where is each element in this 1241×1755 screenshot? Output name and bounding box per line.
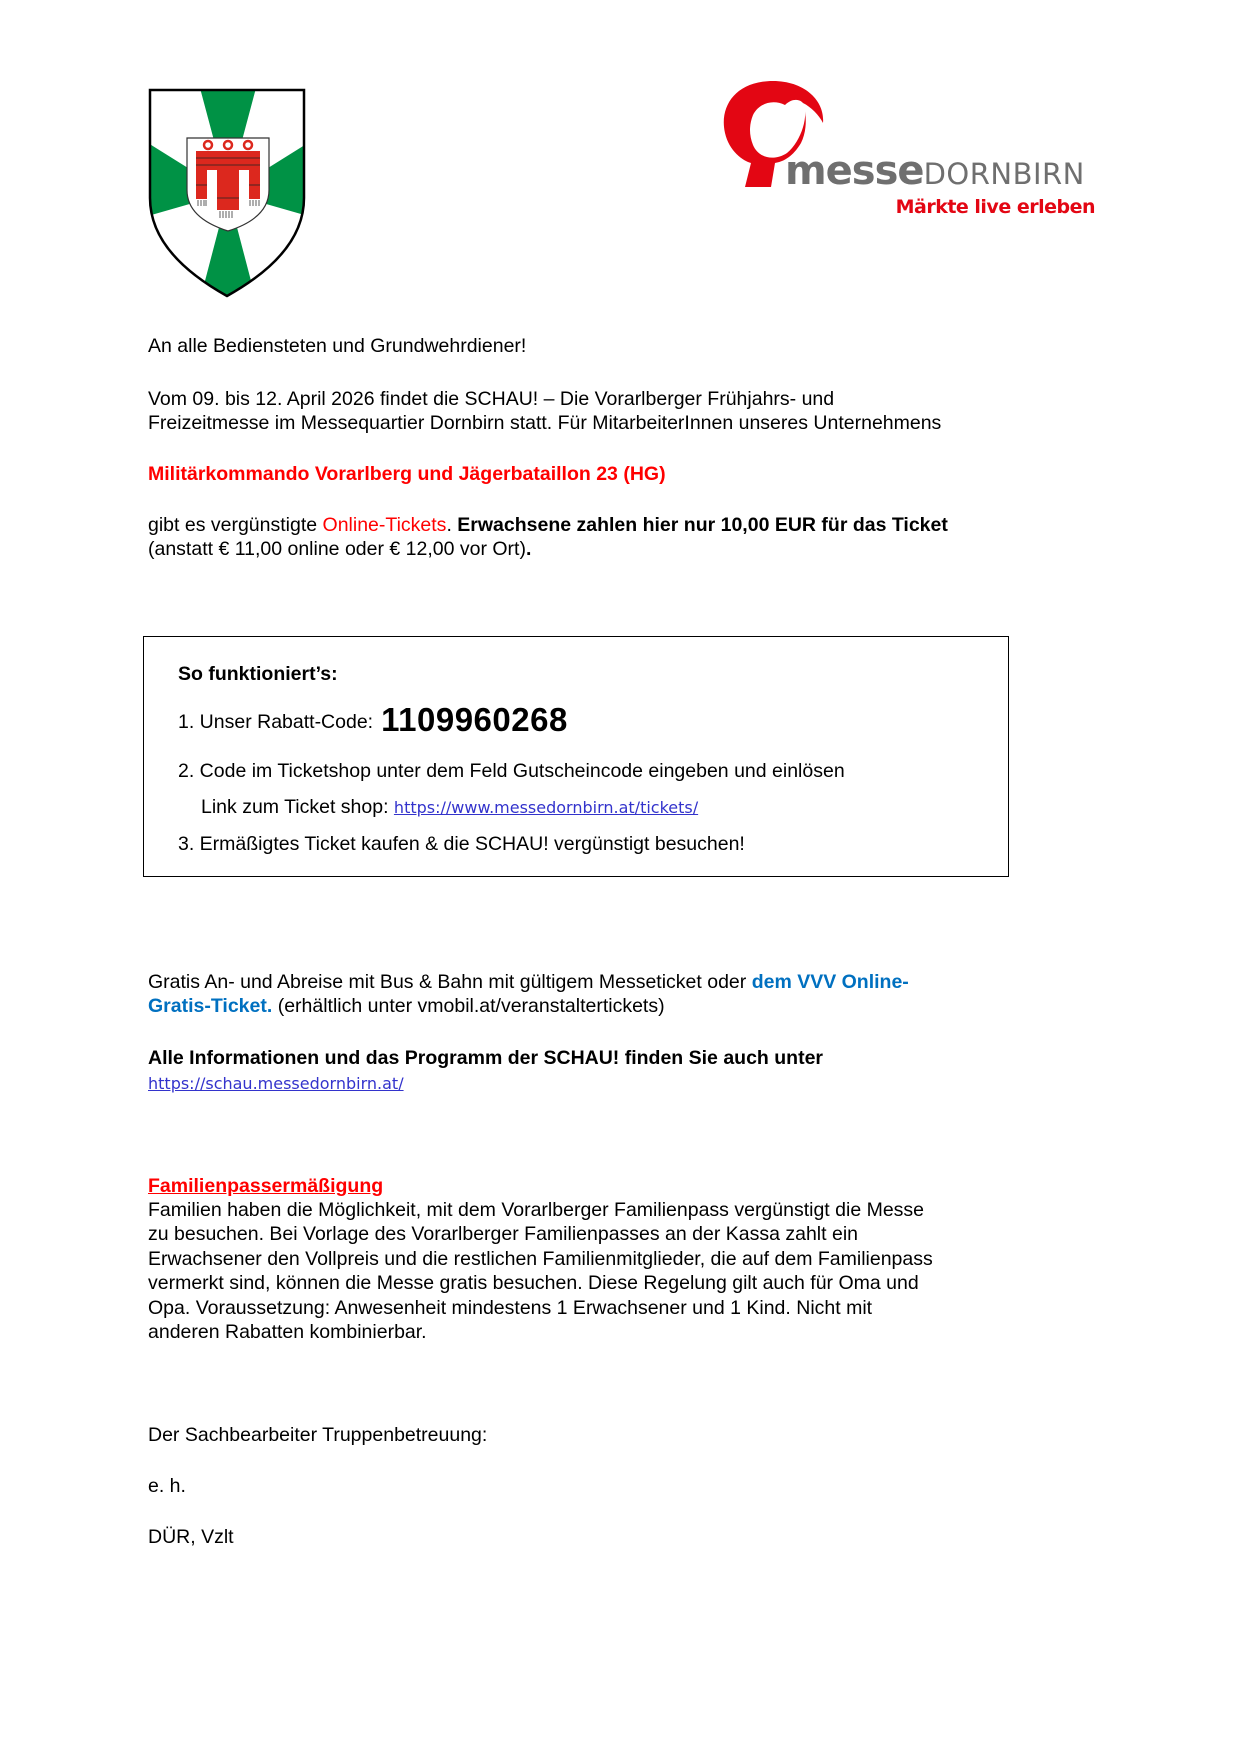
offer-prefix: gibt es vergünstigte — [148, 514, 323, 536]
howto-step-1 — [178, 701, 568, 738]
salutation: An alle Bediensteten und Grundwehrdiener! — [148, 335, 527, 357]
online-tickets-text: Online-Tickets — [322, 514, 447, 536]
signature-eh: e. h. — [148, 1475, 186, 1497]
vvv-ticket-text-1: dem VVV Online- — [751, 971, 909, 993]
offer-comparison: (anstatt € 11,00 online oder € 12,00 vor Ort) — [148, 538, 526, 560]
howto-step-3: 3. Ermäßigtes Ticket kaufen & die SCHAU! vergünstigt besuchen! — [178, 833, 745, 855]
transport-line-2 — [148, 994, 665, 1018]
vvv-ticket-text-2: Gratis-Ticket. — [148, 995, 273, 1017]
offer-end-dot: . — [525, 538, 532, 560]
step1-label: 1. Unser Rabatt-Code: — [178, 711, 374, 733]
vmobil-note: (erhältlich unter vmobil.at/veranstaltertickets) — [272, 995, 665, 1017]
family-line: anderen Rabatten kombinierbar. — [148, 1321, 427, 1343]
logo-word-dornbirn: DORNBIRN — [923, 157, 1085, 191]
organization-name: Militärkommando Vorarlberg und Jägerbataillon 23 (HG) — [148, 463, 666, 485]
info-link-line — [148, 1071, 404, 1096]
offer-line-1 — [148, 513, 948, 537]
signature-role: Der Sachbearbeiter Truppenbetreuung: — [148, 1424, 488, 1446]
howto-title: So funktioniert’s: — [178, 663, 338, 685]
signature-name: DÜR, Vzlt — [148, 1526, 234, 1548]
vorarlberg-coat-of-arms-icon — [148, 88, 308, 300]
intro-line-2: Freizeitmesse im Messequartier Dornbirn statt. Für MitarbeiterInnen unseres Unternehmens — [148, 412, 942, 434]
ticketshop-link-line — [201, 795, 698, 820]
family-line: vermerkt sind, können die Messe gratis besuchen. Diese Regelung gilt auch für Oma und — [148, 1272, 919, 1294]
offer-line-2 — [148, 537, 531, 561]
schau-website-link[interactable]: https://schau.messedornbirn.at/ — [148, 1074, 404, 1093]
discount-code: 1109960268 — [381, 701, 568, 738]
family-line: Erwachsener den Vollpreis und die restlichen Familienmitglieder, die auf dem Familienpass — [148, 1248, 933, 1270]
family-line: Opa. Voraussetzung: Anwesenheit mindestens 1 Erwachsener und 1 Kind. Nicht mit — [148, 1297, 873, 1319]
family-line: Familien haben die Möglichkeit, mit dem Vorarlberger Familienpass vergünstigt die Messe — [148, 1199, 925, 1221]
messe-dornbirn-logo — [715, 75, 1095, 225]
intro-line-1: Vom 09. bis 12. April 2026 findet die SCHAU! – Die Vorarlberger Frühjahrs- und — [148, 388, 835, 410]
ticketshop-link-label: Link zum Ticket shop: — [201, 796, 394, 818]
offer-dot: . — [446, 514, 458, 536]
family-heading: Familienpassermäßigung — [148, 1175, 384, 1197]
ticketshop-link[interactable]: https://www.messedornbirn.at/tickets/ — [393, 798, 699, 817]
logo-tagline: Märkte live erleben — [895, 196, 1095, 218]
logo-word-messe: messe — [785, 148, 924, 194]
family-line: zu besuchen. Bei Vorlage des Vorarlberger Familienpasses an der Kassa zahlt ein — [148, 1223, 858, 1245]
info-text: Alle Informationen und das Programm der SCHAU! finden Sie auch unter — [148, 1047, 823, 1069]
transport-text: Gratis An- und Abreise mit Bus & Bahn mit gültigem Messeticket oder — [148, 971, 752, 993]
howto-step-2: 2. Code im Ticketshop unter dem Feld Gutscheincode eingeben und einlösen — [178, 760, 845, 782]
offer-price-text: Erwachsene zahlen hier nur 10,00 EUR für das Ticket — [457, 514, 948, 536]
transport-line-1 — [148, 970, 909, 994]
